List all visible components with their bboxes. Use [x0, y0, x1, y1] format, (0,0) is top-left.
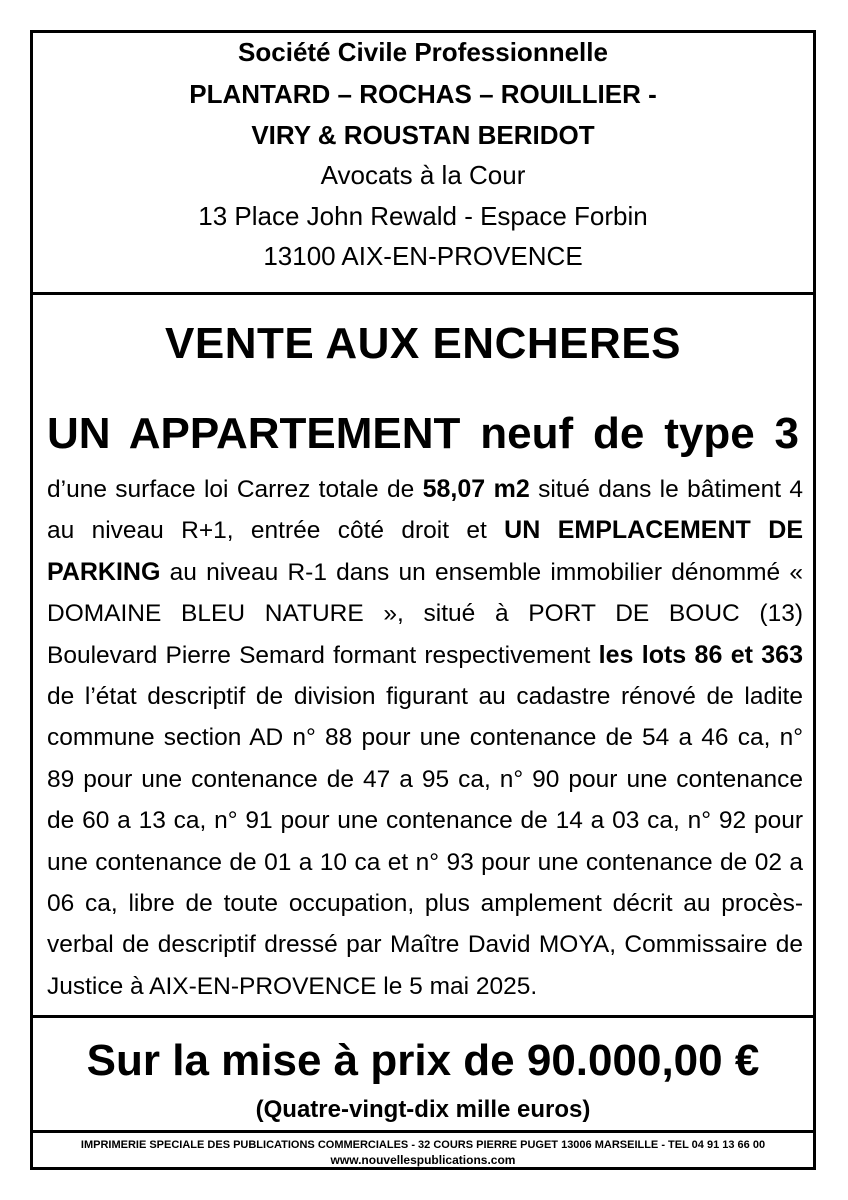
starting-price: Sur la mise à prix de 90.000,00 €: [86, 1036, 760, 1085]
description-text-4: de l’état descriptif de division figurant au cadastre rénové de ladite commune section AD n° 88 pour une contenance de 54 a 46 ca, n° 89 pour une contenance de 47 a 95 ca, n° 90 pour une contenance de 60 a 13 ca, n° 91 pour une contenance de 14 a 03 ca, n° 92 pour une contenance de 01 a 10 ca et n° 93 pour une contenance de 02 a 06 ca, libre de toute occupation, plus amplement décrit au procès-verbal de descriptif dressé par Maître David MOYA, Commissaire de Justice à AIX-EN-PROVENCE le 5 mai 2025.: [47, 683, 803, 1000]
firm-address: 13 Place John Rewald - Espace Forbin: [198, 201, 648, 231]
printer-website: www.nouvellespublications.com: [330, 1153, 516, 1167]
starting-price-words: (Quatre-vingt-dix mille euros): [255, 1096, 591, 1123]
printer-footer: [33, 1130, 813, 1170]
description-text-2: situé dans le bâtiment 4 au niveau R+1, entrée côté droit et: [47, 476, 804, 545]
firm-profession: Avocats à la Cour: [320, 160, 526, 190]
parking-label: UN EMPLACEMENT DE PARKING: [47, 516, 803, 586]
price-section: [33, 1015, 813, 1130]
firm-city: 13100 AIX-EN-PROVENCE: [263, 241, 583, 271]
lots-label: les lots 86 et 363: [598, 640, 803, 669]
firm-partners-line1: PLANTARD – ROCHAS – ROUILLIER -: [189, 79, 657, 109]
notice-frame: [30, 30, 816, 1170]
firm-type: Société Civile Professionnelle: [238, 37, 608, 67]
description-text-1: d’une surface loi Carrez totale de: [47, 476, 423, 503]
notice-title: VENTE AUX ENCHERES: [165, 319, 681, 368]
printer-info: IMPRIMERIE SPECIALE DES PUBLICATIONS COMMERCIALES - 32 COURS PIERRE PUGET 13006 MARSEILLE - TEL 04 91 13 66 00: [80, 1139, 766, 1151]
description-text-3: au niveau R-1 dans un ensemble immobilier dénommé « DOMAINE BLEU NATURE », situé à PORT DE BOUC (13) Boulevard Pierre Semard formant respectivement: [47, 558, 803, 669]
property-description: [47, 469, 803, 1007]
property-headline: UN APPARTEMENT neuf de type 3: [47, 409, 799, 458]
law-firm-header: [33, 33, 813, 295]
surface-area: 58,07 m2: [422, 475, 530, 503]
firm-partners-line2: VIRY & ROUSTAN BERIDOT: [251, 120, 595, 150]
